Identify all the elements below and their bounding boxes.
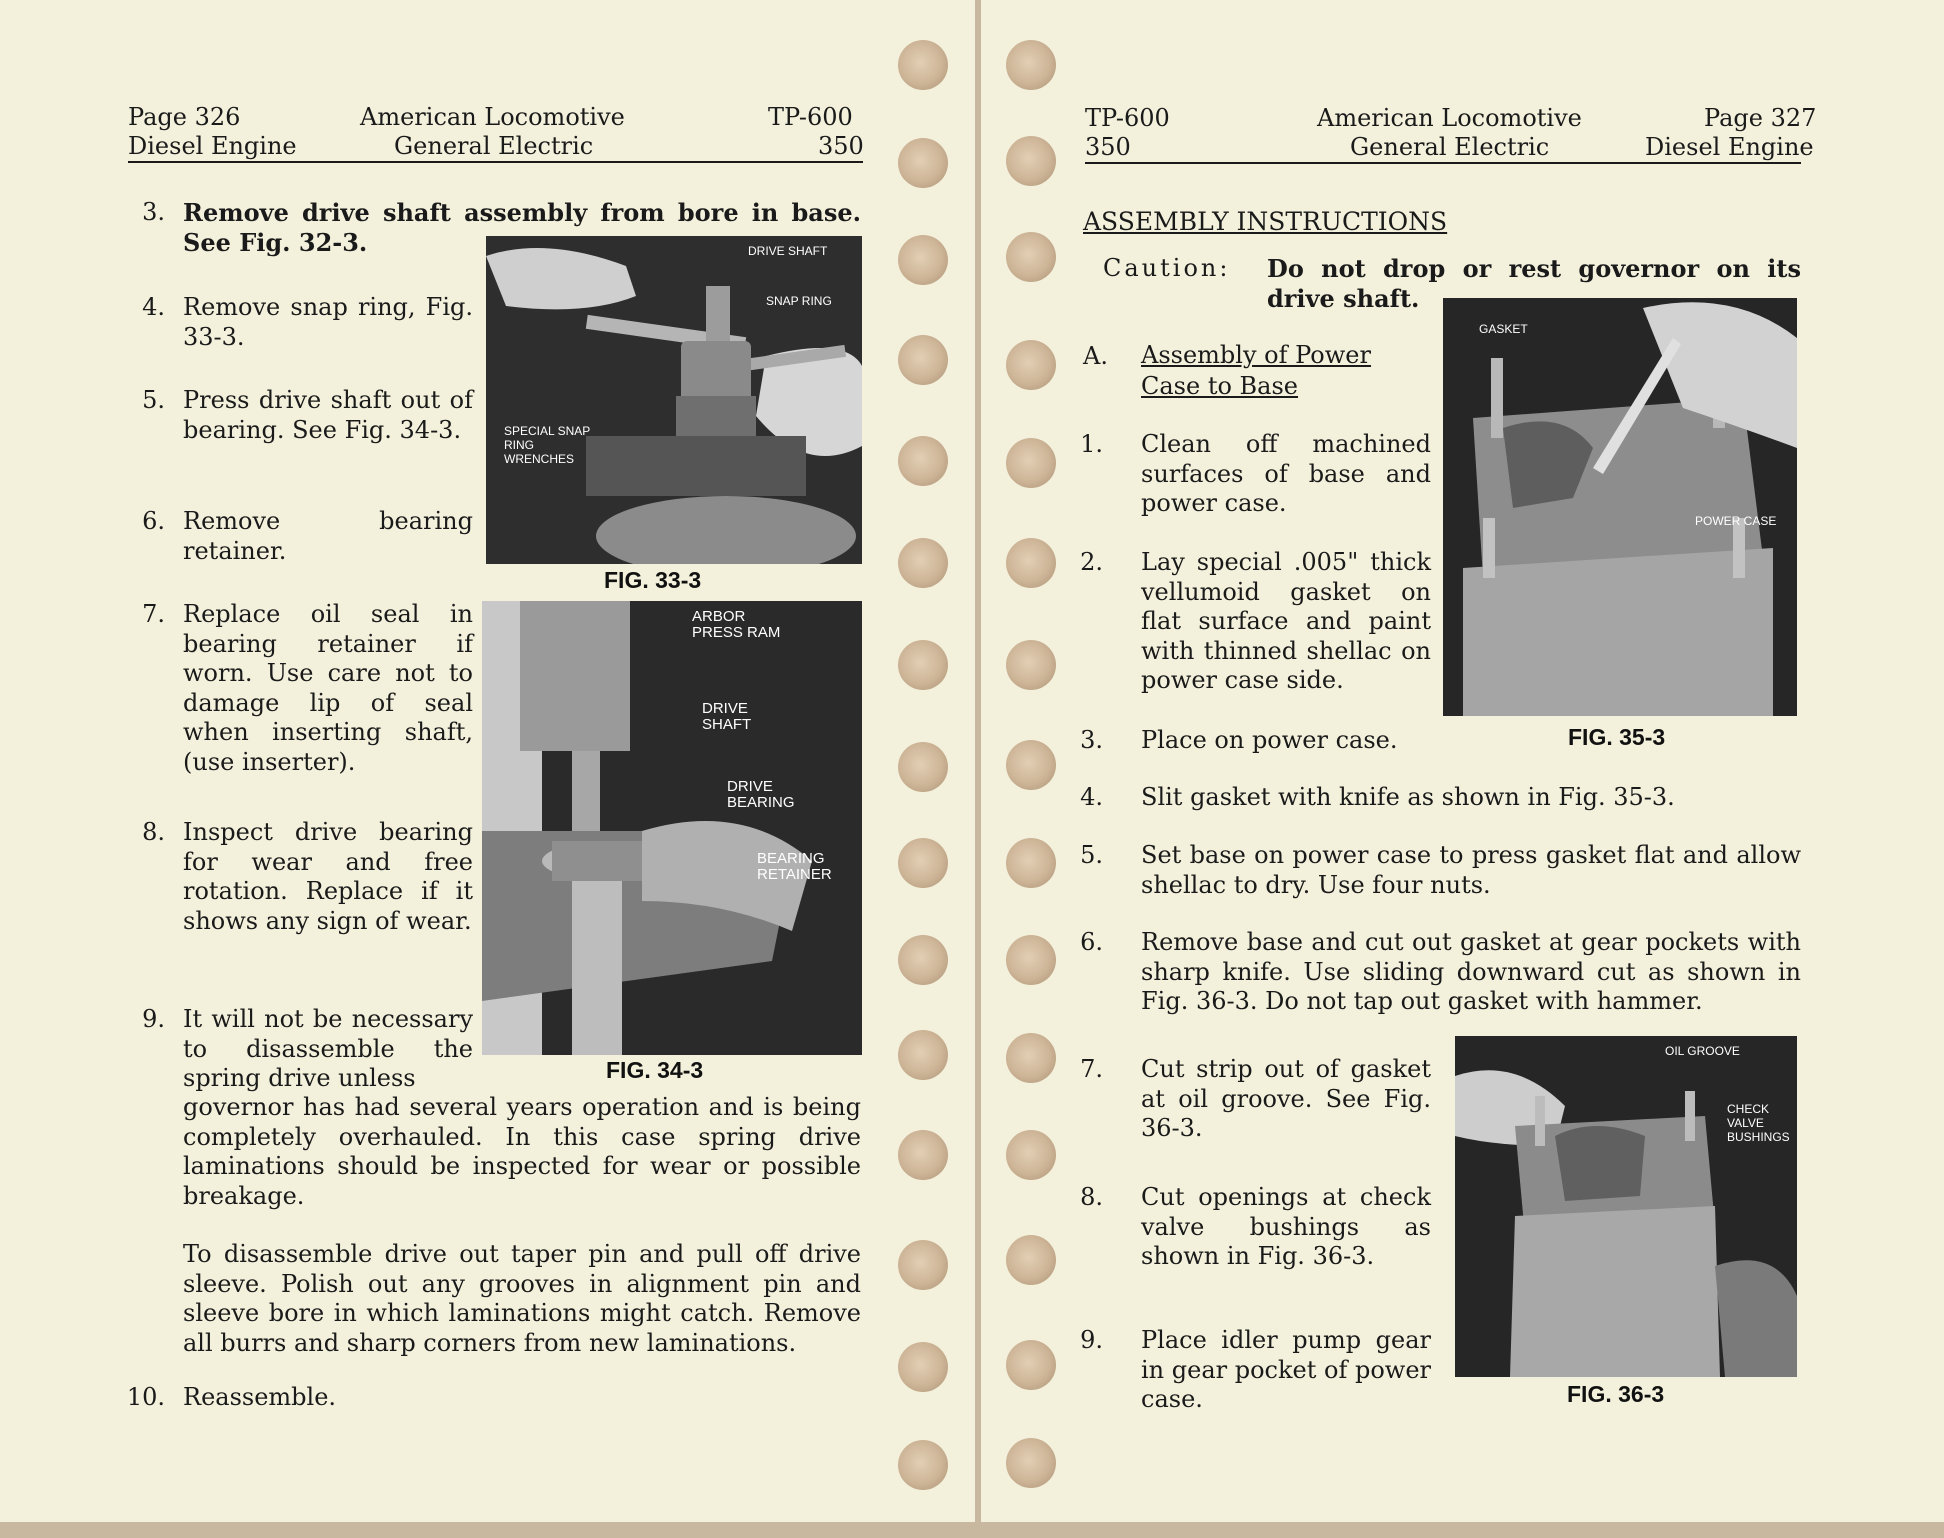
binding-hole xyxy=(898,436,948,486)
section-letter: A. xyxy=(1083,342,1108,370)
right-header-company2: General Electric xyxy=(1350,133,1550,161)
fig-34-3-caption: FIG. 34-3 xyxy=(606,1057,704,1083)
binding-hole xyxy=(898,1440,948,1490)
step-text: Inspect drive bearing for wear and free rotation. Replace if it shows any sign of wear. xyxy=(183,818,473,935)
fig-35-3-caption: FIG. 35-3 xyxy=(1568,724,1666,750)
left-page-number: Page 326 xyxy=(128,103,241,131)
left-header-rule xyxy=(128,161,863,163)
binding-hole xyxy=(898,335,948,385)
step-text: Replace oil seal in bearing retainer if worn. Use care not to damage lip of seal when inserting shaft, (use inserter). xyxy=(183,600,473,776)
right-header-section: Diesel Engine xyxy=(1645,133,1814,161)
fig-34-label-retainer: BEARING RETAINER xyxy=(757,850,832,883)
fig-33-3-illustration xyxy=(486,236,862,564)
binding-hole xyxy=(898,1342,948,1392)
step-text-continued: governor has had several years operation and is being completely overhauled. In this case spring drive laminations should be inspected for wear or possible breakage. xyxy=(183,1093,861,1210)
fig-35-label-gasket: GASKET xyxy=(1479,322,1528,336)
step-number: 5. xyxy=(1080,841,1103,869)
binding-hole xyxy=(1006,538,1056,588)
step-number: 10. xyxy=(126,1383,165,1411)
fig-33-3-photo xyxy=(486,236,862,564)
binding-hole xyxy=(898,138,948,188)
binding-hole xyxy=(898,1030,948,1080)
fig-34-3-illustration xyxy=(482,601,862,1055)
right-header-doc: TP-600 xyxy=(1085,104,1170,132)
step-number: 3. xyxy=(1080,726,1103,754)
binding-hole xyxy=(1006,438,1056,488)
binding-hole xyxy=(898,1130,948,1180)
fig-34-label-ram: ARBOR PRESS RAM xyxy=(692,608,781,641)
step-number: 1. xyxy=(1080,430,1103,458)
fig-33-label-drive-shaft: DRIVE SHAFT xyxy=(748,244,828,258)
step-number: 6. xyxy=(1080,928,1103,956)
step-text: Place idler pump gear in gear pocket of power case. xyxy=(1141,1326,1432,1413)
step-number: 3. xyxy=(142,198,165,226)
binding-hole xyxy=(898,1240,948,1290)
binding-hole xyxy=(898,742,948,792)
fig-35-3-illustration xyxy=(1443,298,1797,716)
binding-hole xyxy=(1006,1235,1056,1285)
step-text: Remove bearing retainer. xyxy=(183,507,473,565)
fig-36-3-illustration xyxy=(1455,1036,1797,1377)
step-text: Slit gasket with knife as shown in Fig. 35-3. xyxy=(1141,783,1675,811)
left-header-company: American Locomotive xyxy=(360,103,625,131)
step-number: 8. xyxy=(142,818,165,846)
binding-hole xyxy=(1006,136,1056,186)
binding-hole xyxy=(898,235,948,285)
binding-hole xyxy=(1006,340,1056,390)
binding-hole xyxy=(1006,838,1056,888)
fig-34-label-drive-shaft: DRIVE SHAFT xyxy=(702,700,752,733)
binding-hole xyxy=(1006,232,1056,282)
step-text: Set base on power case to press gasket flat and allow shellac to dry. Use four nuts. xyxy=(1141,841,1801,899)
step-number: 7. xyxy=(1080,1055,1103,1083)
left-header-section: Diesel Engine xyxy=(128,132,297,160)
binding-hole xyxy=(898,838,948,888)
step-text: It will not be necessary to disassemble the spring drive unless xyxy=(183,1005,473,1092)
binding-hole xyxy=(1006,640,1056,690)
fig-33-3-caption: FIG. 33-3 xyxy=(604,567,702,593)
step-text: Cut strip out of gasket at oil groove. See Fig. 36-3. xyxy=(1141,1055,1431,1142)
fig-36-label-oil-groove: OIL GROOVE xyxy=(1665,1044,1740,1058)
binding-hole xyxy=(898,640,948,690)
binding-hole xyxy=(898,40,948,90)
section-title: Assembly of Power Case to Base xyxy=(1141,341,1371,400)
step-text: Clean off machined surfaces of base and power case. xyxy=(1141,430,1431,517)
fig-35-3-photo xyxy=(1443,298,1797,716)
left-header-company2: General Electric xyxy=(394,132,594,160)
step-number: 5. xyxy=(142,386,165,414)
fig-36-label-check-valve: CHECK VALVE BUSHINGS xyxy=(1727,1102,1790,1144)
fig-33-label-wrenches: SPECIAL SNAP RING WRENCHES xyxy=(504,424,591,466)
fig-34-label-drive-bearing: DRIVE BEARING xyxy=(727,778,795,811)
right-page-number: Page 327 xyxy=(1704,104,1817,132)
fig-34-3-photo xyxy=(482,601,862,1055)
step-number: 4. xyxy=(1080,783,1103,811)
step-text: Reassemble. xyxy=(183,1383,337,1411)
step-text: Remove drive shaft assembly from bore in base. See Fig. 32-3. xyxy=(183,198,861,257)
step-number: 9. xyxy=(142,1005,165,1033)
assembly-title: ASSEMBLY INSTRUCTIONS xyxy=(1083,207,1448,236)
left-header-number: 350 xyxy=(818,132,864,160)
right-header-rule xyxy=(1085,162,1801,164)
right-page xyxy=(981,0,1944,1522)
binding-hole xyxy=(1006,740,1056,790)
step-text: Remove snap ring, Fig. 33-3. xyxy=(183,293,473,351)
fig-33-label-snap-ring: SNAP RING xyxy=(766,294,832,308)
step-text: Lay special .005" thick vellumoid gasket on flat surface and paint with thinned shellac on power case side. xyxy=(1141,548,1431,694)
right-header-company: American Locomotive xyxy=(1317,104,1582,132)
caution-text: Do not drop or rest governor on its drive shaft. xyxy=(1267,254,1801,313)
binding-hole xyxy=(1006,1438,1056,1488)
fig-36-3-photo xyxy=(1455,1036,1797,1377)
caution-label: Caution: xyxy=(1103,254,1231,282)
right-header-number: 350 xyxy=(1085,133,1131,161)
binding-hole xyxy=(898,935,948,985)
step-number: 9. xyxy=(1080,1326,1103,1354)
binding-hole xyxy=(1006,40,1056,90)
step-text: Cut openings at check valve bushings as shown in Fig. 36-3. xyxy=(1141,1183,1431,1270)
binding-hole xyxy=(1006,1033,1056,1083)
fig-35-label-power-case: POWER CASE xyxy=(1695,514,1777,528)
step-text: Press drive shaft out of bearing. See Fig. 34-3. xyxy=(183,386,473,444)
binding-hole xyxy=(898,538,948,588)
step-number: 4. xyxy=(142,293,165,321)
fig-36-3-caption: FIG. 36-3 xyxy=(1567,1381,1665,1407)
left-header-doc: TP-600 xyxy=(768,103,853,131)
step-text: Remove base and cut out gasket at gear pockets with sharp knife. Use sliding downward cut as shown in Fig. 36-3. Do not tap out gasket with hammer. xyxy=(1141,928,1801,1015)
binding-hole xyxy=(1006,935,1056,985)
step-number: 6. xyxy=(142,507,165,535)
disassembly-paragraph: To disassemble drive out taper pin and pull off drive sleeve. Polish out any grooves in alignment pin and sleeve bore in which laminations might catch. Remove all burrs and sharp corners from new laminations. xyxy=(183,1240,861,1357)
left-page xyxy=(0,0,975,1522)
step-number: 8. xyxy=(1080,1183,1103,1211)
step-number: 7. xyxy=(142,600,165,628)
step-number: 2. xyxy=(1080,548,1103,576)
step-text: Place on power case. xyxy=(1141,726,1398,754)
binding-hole xyxy=(1006,1340,1056,1390)
binding-hole xyxy=(1006,1130,1056,1180)
